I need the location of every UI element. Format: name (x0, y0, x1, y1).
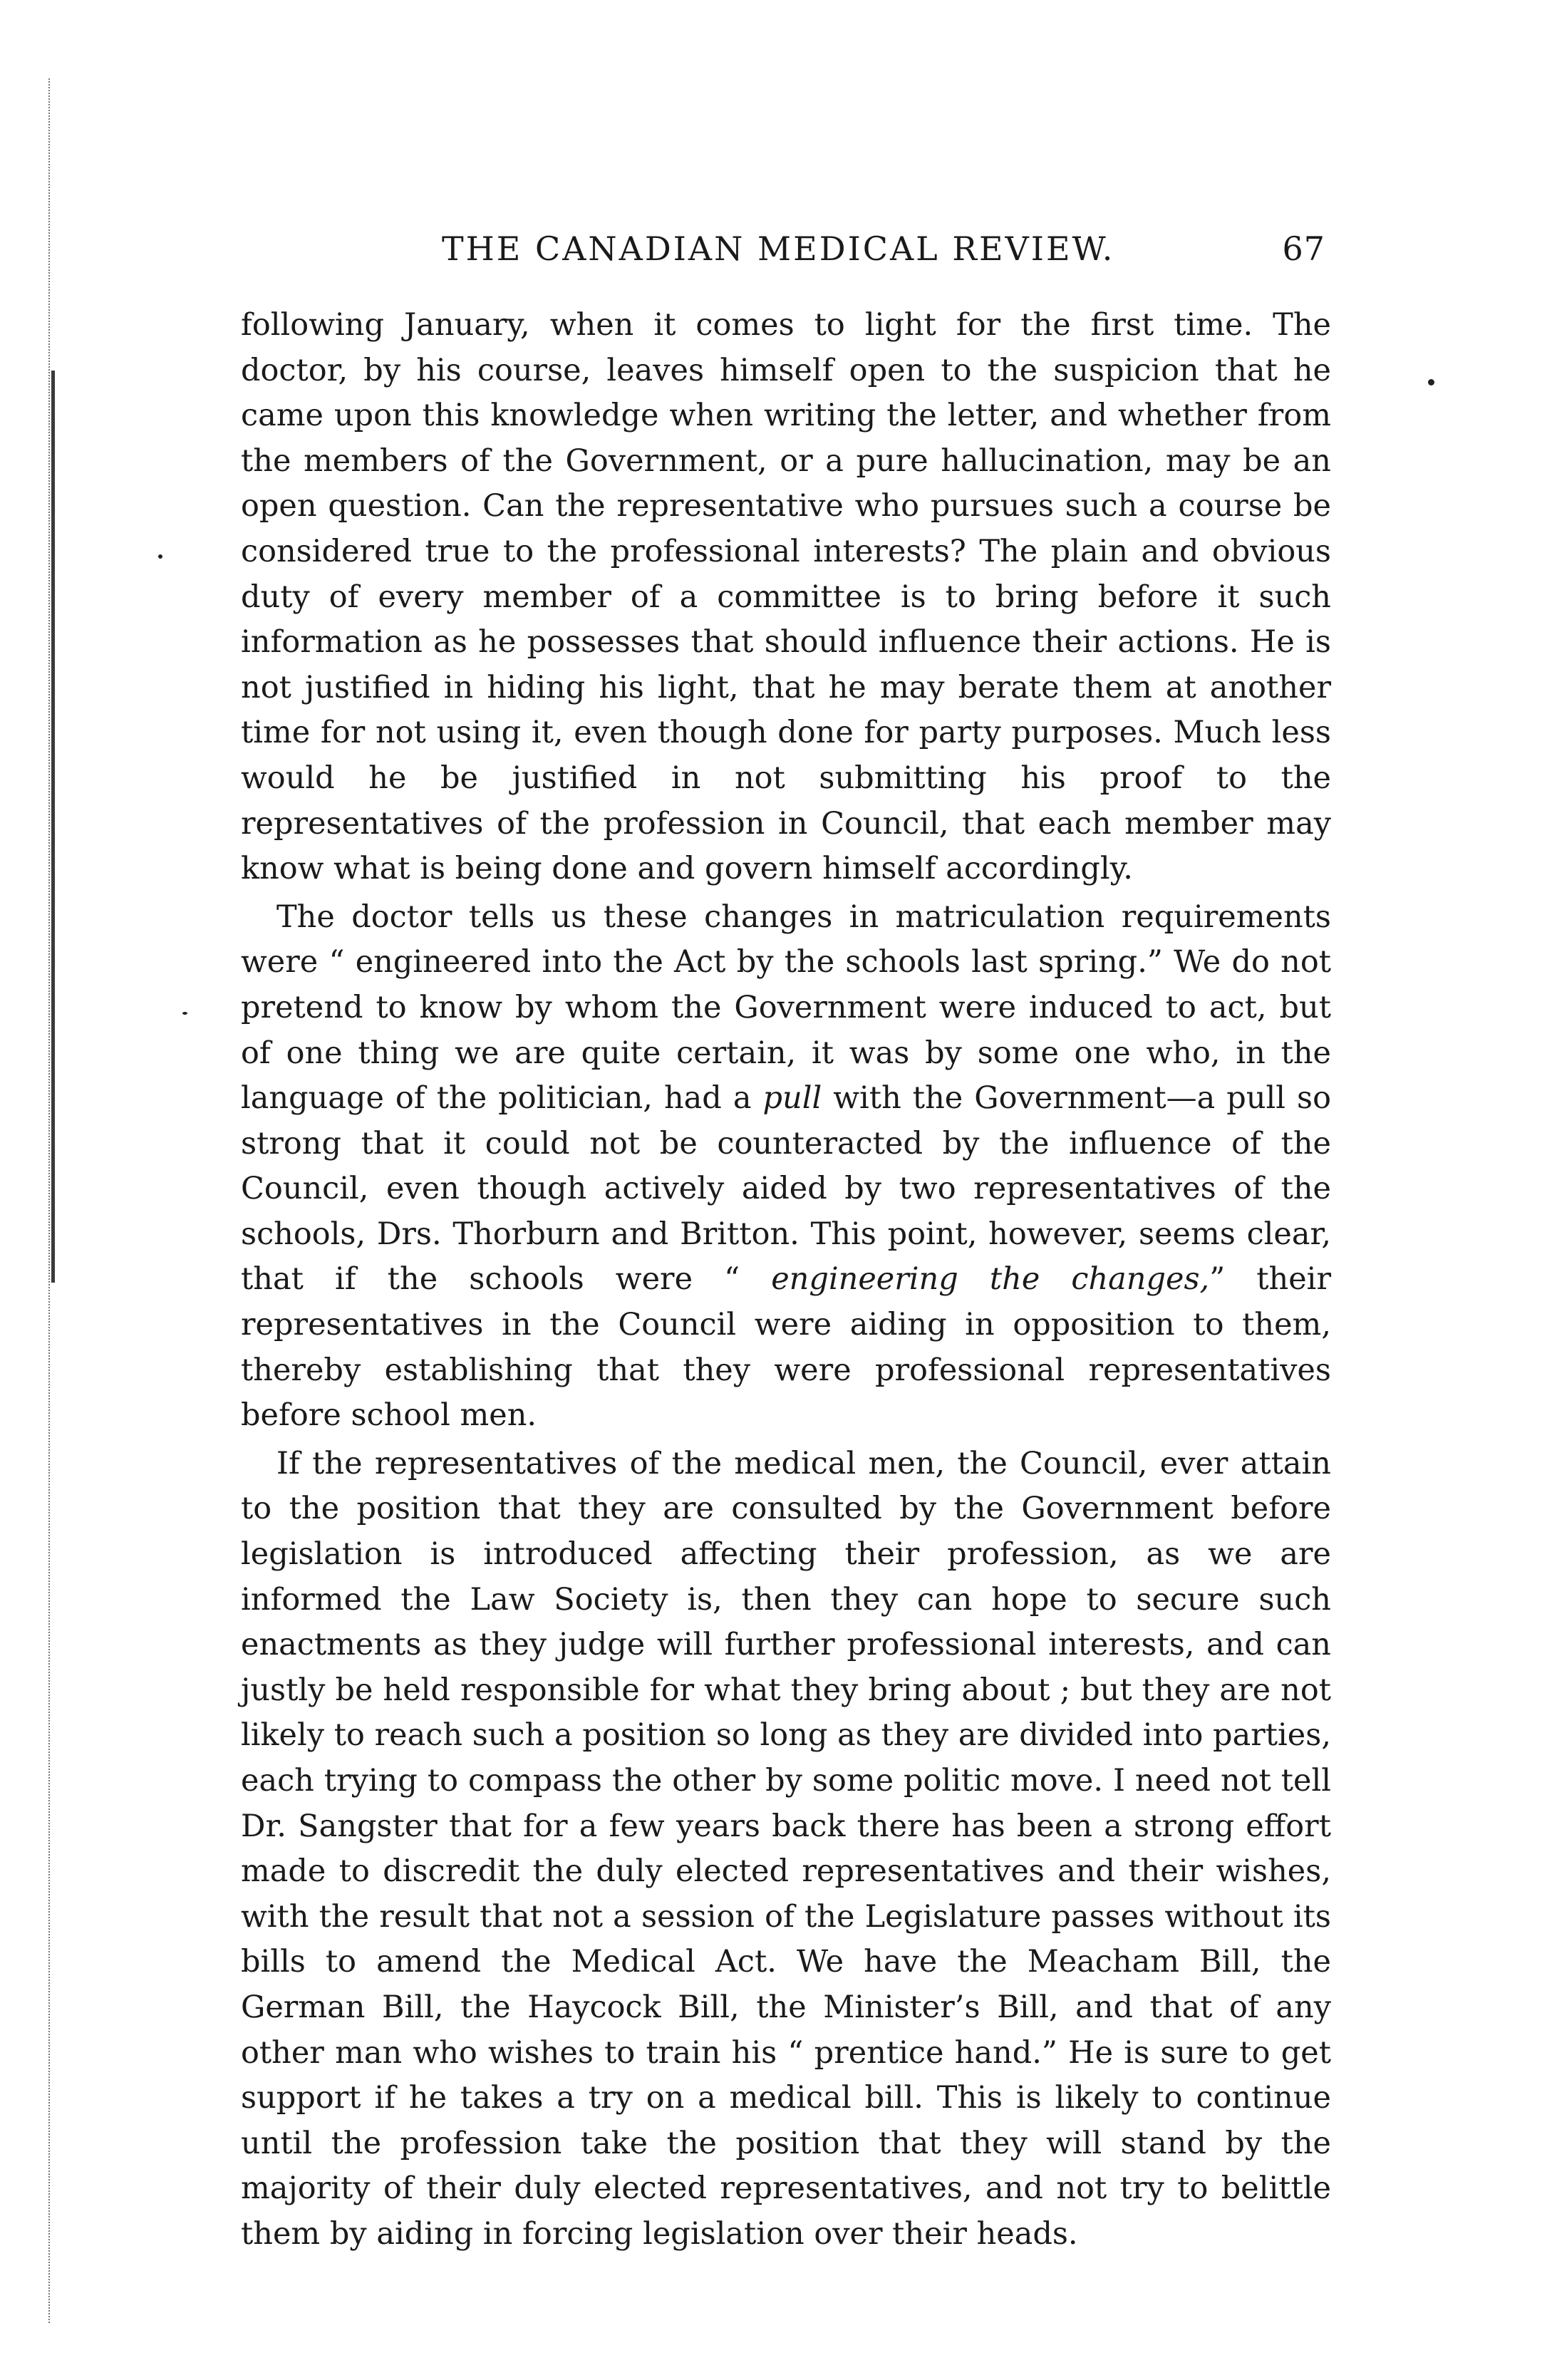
italic-phrase: engineering the changes, (771, 1261, 1210, 1298)
paragraph-text: If the representatives of the medical men, the Council, ever attain to the position that they are consulted by the Government before legislation is introduced affecting their profession, as we are informed the Law Society is, then they can hope to secure such enactments as they judge will further professional interests, and can justly be held responsible for what they bring about ; but they are not likely to reach such a position so long as they are divided into parties, each trying to compass the other by some politic move. I need not tell Dr. Sangster that for a few years back there has been a strong effort made to discredit the duly elected representatives and their wishes, with the result that not a session of the Legislature passes without its bills to amend the Medical Act. We have the Meacham Bill, the German Bill, the Haycock Bill, the Minister’s Bill, and that of any other man who wishes to train his “ prentice hand.” He is sure to get support if he takes a try on a medical bill. This is likely to continue until the profession take the position that they will stand by the majority of their duly elected representatives, and not try to belittle them by aiding in forcing legislation over their heads. (241, 1445, 1331, 2252)
page-number: 67 (1282, 229, 1325, 268)
paragraph-text: ” their representatives in the Council were aiding in opposition to them, thereby establishing that they were professional representatives before school men. (241, 1261, 1331, 1434)
paragraph (241, 303, 1331, 892)
article-body (241, 303, 1331, 2260)
journal-title: THE CANADIAN MEDICAL REVIEW. (442, 229, 1115, 268)
paragraph-text: The doctor tells us these changes in matriculation requirements were “ engineered into the Act by the schools last spring.” We do not pretend to know by whom the Government were induced to act, but of one thing we are quite certain, it was by some one who, in the language of the politician, had a (241, 899, 1331, 1117)
italic-term: pull (762, 1080, 822, 1117)
paragraph (241, 1442, 1331, 2257)
paragraph (241, 895, 1331, 1439)
paragraph-text: with the Government—a pull so strong that it could not be counteracted by the influence of the Council, even though actively aided by two representatives of the schools, Drs. Thorburn and Britton. This point, however, seems clear, that if the schools were “ (241, 1080, 1331, 1298)
scan-gutter-shadow (51, 371, 55, 1283)
running-header (242, 229, 1325, 272)
scan-speck (1428, 379, 1434, 386)
scan-speck (158, 554, 162, 559)
scan-speck (182, 1012, 187, 1015)
paragraph-text: following January, when it comes to light for the first time. The doctor, by his course, leaves himself open to the suspicion that he came upon this knowledge when writing the letter, and whether from the members of the Government, or a pure hallucination, may be an open question. Can the representative who pursues such a course be considered true to the professional interests? The plain and obvious duty of every member of a committee is to bring before it such information as he possesses that should influence their actions. He is not justified in hiding his light, that he may berate them at another time for not using it, even though done for party purposes. Much less would he be justified in not submitting his proof to the representatives of the profession in Council, that each member may know what is being done and govern himself accordingly. (241, 307, 1331, 887)
